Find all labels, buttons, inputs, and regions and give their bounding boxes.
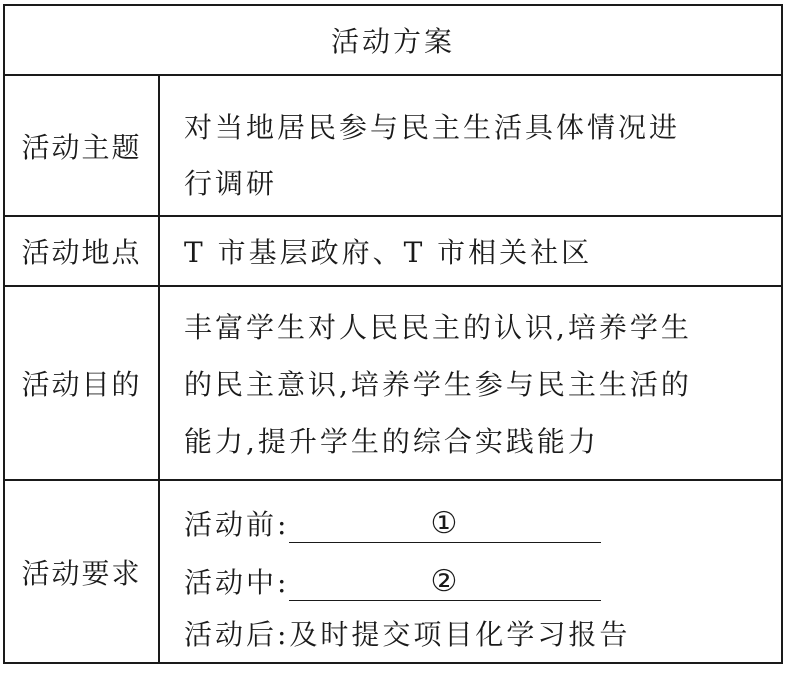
label-theme: 活动主题 [5,76,160,215]
content-purpose [160,287,781,479]
table-title: 活动方案 [330,25,455,58]
during-label: 活动中: [184,566,290,599]
content-requirements [160,481,781,662]
requirement-after [184,613,630,653]
row-purpose [5,287,781,481]
blank-1[interactable] [289,506,601,543]
row-theme [5,76,781,217]
purpose-line-1: 丰富学生对人民民主的认识,培养学生 [184,311,692,344]
before-label: 活动前: [184,508,290,541]
content-location [160,217,781,285]
requirement-during [184,561,601,601]
activity-plan-table [3,4,783,664]
blank-2-marker: ② [430,564,461,599]
label-requirements: 活动要求 [5,481,160,662]
theme-line-1: 对当地居民参与民主生活具体情况进 [184,111,681,144]
table-title-row [5,6,781,76]
purpose-line-2: 的民主意识,培养学生参与民主生活的 [184,368,692,401]
label-location: 活动地点 [5,217,160,285]
label-purpose: 活动目的 [5,287,160,479]
blank-1-marker: ① [430,506,461,541]
row-requirements [5,481,781,662]
row-location [5,217,781,287]
theme-line-2: 行调研 [184,167,278,200]
content-theme [160,76,781,215]
after-text: 活动后:及时提交项目化学习报告 [184,618,631,651]
requirement-before [184,503,601,543]
purpose-line-3: 能力,提升学生的综合实践能力 [184,425,599,458]
location-line-1: T 市基层政府、T 市相关社区 [184,236,593,269]
blank-2[interactable] [289,564,601,601]
